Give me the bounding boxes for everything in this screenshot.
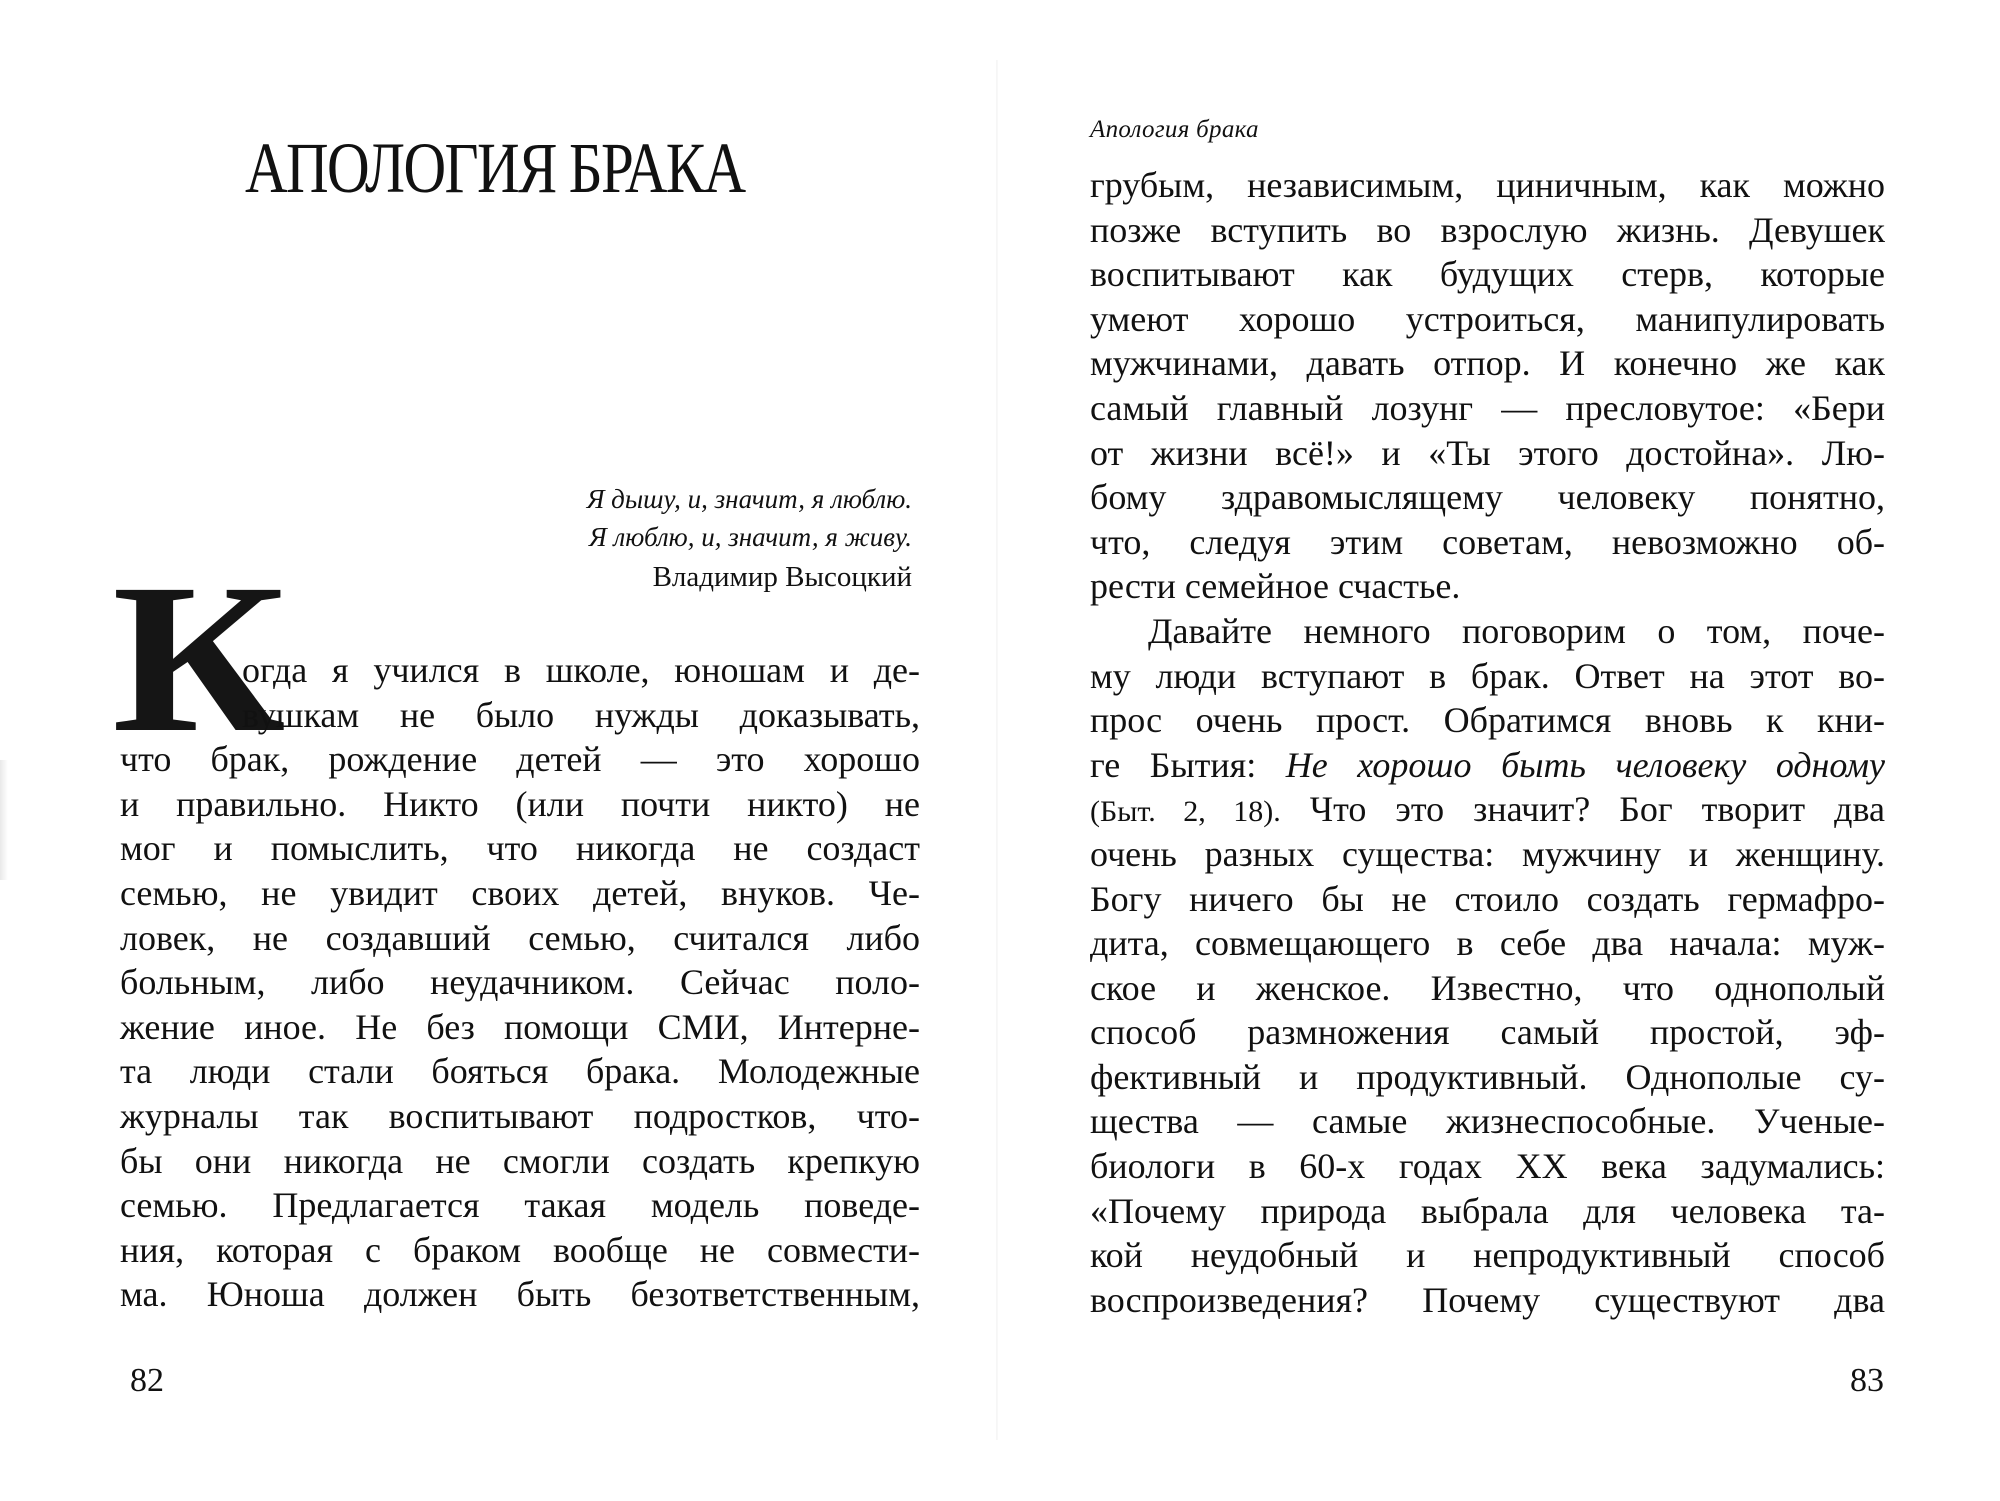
text-line: огда я учился в школе, юношам и де- [242, 650, 920, 690]
text-line: Давайте немного поговорим о том, поче- [1148, 610, 1885, 651]
text-line: кой неудобный и непродуктивный способ [1090, 1235, 1885, 1276]
right-body-text [1090, 163, 1885, 1322]
text-line: больным, либо неудачником. Сейчас поло- [120, 962, 920, 1003]
text-line: вушкам не было нужды доказывать, [242, 694, 920, 735]
text-line: семью, не увидит своих детей, внуков. Че- [120, 872, 920, 913]
text-line: щества — самые жизнеспособные. Ученые- [1090, 1101, 1885, 1142]
text-line: прос очень прост. Обратимся вновь к кни- [1090, 700, 1885, 741]
text-line: позже вступить во взрослую жизнь. Девушек [1090, 209, 1885, 250]
text-line: грубым, независимым, циничным, как можно [1090, 165, 1885, 205]
page-number-left: 82 [130, 1362, 164, 1399]
text-segment: Что это значит? Бог творит два [1280, 789, 1885, 830]
right-page [1000, 0, 2000, 1501]
text-line: и правильно. Никто (или почти никто) не [120, 783, 920, 824]
text-line: ния, которая с браком вообще не совмести- [120, 1229, 920, 1270]
text-line: рести семейное счастье. [1090, 566, 1461, 607]
text-line [1090, 787, 1885, 832]
text-line: му люди вступают в брак. Ответ на этот во- [1090, 655, 1885, 696]
text-line: воспитывают как будущих стерв, которые [1090, 254, 1885, 295]
page-number-right: 83 [1850, 1362, 1884, 1399]
text-line: бы они никогда не смогли создать крепкую [120, 1140, 920, 1181]
epigraph-author: Владимир Высоцкий [652, 561, 912, 593]
text-line: Богу ничего бы не стоило создать гермафро- [1090, 878, 1885, 919]
text-line: что брак, рождение детей — это хорошо [120, 739, 920, 780]
text-line: дита, совмещающего в себе два начала: муж- [1090, 923, 1885, 964]
text-line: от жизни всё!» и «Ты этого достойна». Лю- [1090, 432, 1885, 473]
text-line: биологи в 60-х годах XX века задумались: [1090, 1146, 1885, 1187]
drop-cap: К [112, 540, 286, 777]
text-line: ское и женское. Известно, что однополый [1090, 967, 1885, 1008]
text-line: «Почему природа выбрала для человека та- [1090, 1190, 1885, 1231]
text-line: самый главный лозунг — пресловутое: «Бери [1090, 387, 1885, 428]
chapter-title: АПОЛОГИЯ БРАКА [245, 128, 745, 208]
text-line: та люди стали бояться брака. Молодежные [120, 1051, 920, 1092]
text-line: ма. Юноша должен быть безответственным, [120, 1274, 920, 1315]
bible-quote: Не хорошо быть человеку одному [1285, 744, 1885, 785]
text-line: умеют хорошо устроиться, манипулировать [1090, 298, 1885, 339]
text-line [1090, 743, 1885, 788]
text-line: жение иное. Не без помощи СМИ, Интерне- [120, 1006, 920, 1047]
text-line: мог и помыслить, что никогда не создаст [120, 828, 920, 869]
text-line: очень разных существа: мужчину и женщину. [1090, 833, 1885, 874]
text-line: что, следуя этим советам, невозможно об- [1090, 521, 1885, 562]
epigraph-verse-line: Я люблю, и, значит, я живу. [589, 522, 912, 552]
left-body-text [120, 648, 920, 1317]
text-line: ловек, не создавший семью, считался либо [120, 917, 920, 958]
epigraph [412, 480, 912, 596]
text-line: семью. Предлагается такая модель поведе- [120, 1185, 920, 1226]
text-line: мужчинами, давать отпор. И конечно же как [1090, 343, 1885, 384]
text-line: бому здравомыслящему человеку понятно, [1090, 477, 1885, 518]
text-line: воспроизведения? Почему существуют два [1090, 1279, 1885, 1320]
text-line: журналы так воспитывают подростков, что- [120, 1095, 920, 1136]
running-head: Апология брака [1090, 116, 1259, 143]
text-line: способ размножения самый простой, эф- [1090, 1012, 1885, 1053]
text-line: фективный и продуктивный. Однополые су- [1090, 1056, 1885, 1097]
text-segment: ге Бытия: [1090, 744, 1286, 785]
epigraph-verse-line: Я дышу, и, значит, я люблю. [586, 484, 912, 514]
bible-reference: (Быт. 2, 18). [1090, 795, 1281, 829]
